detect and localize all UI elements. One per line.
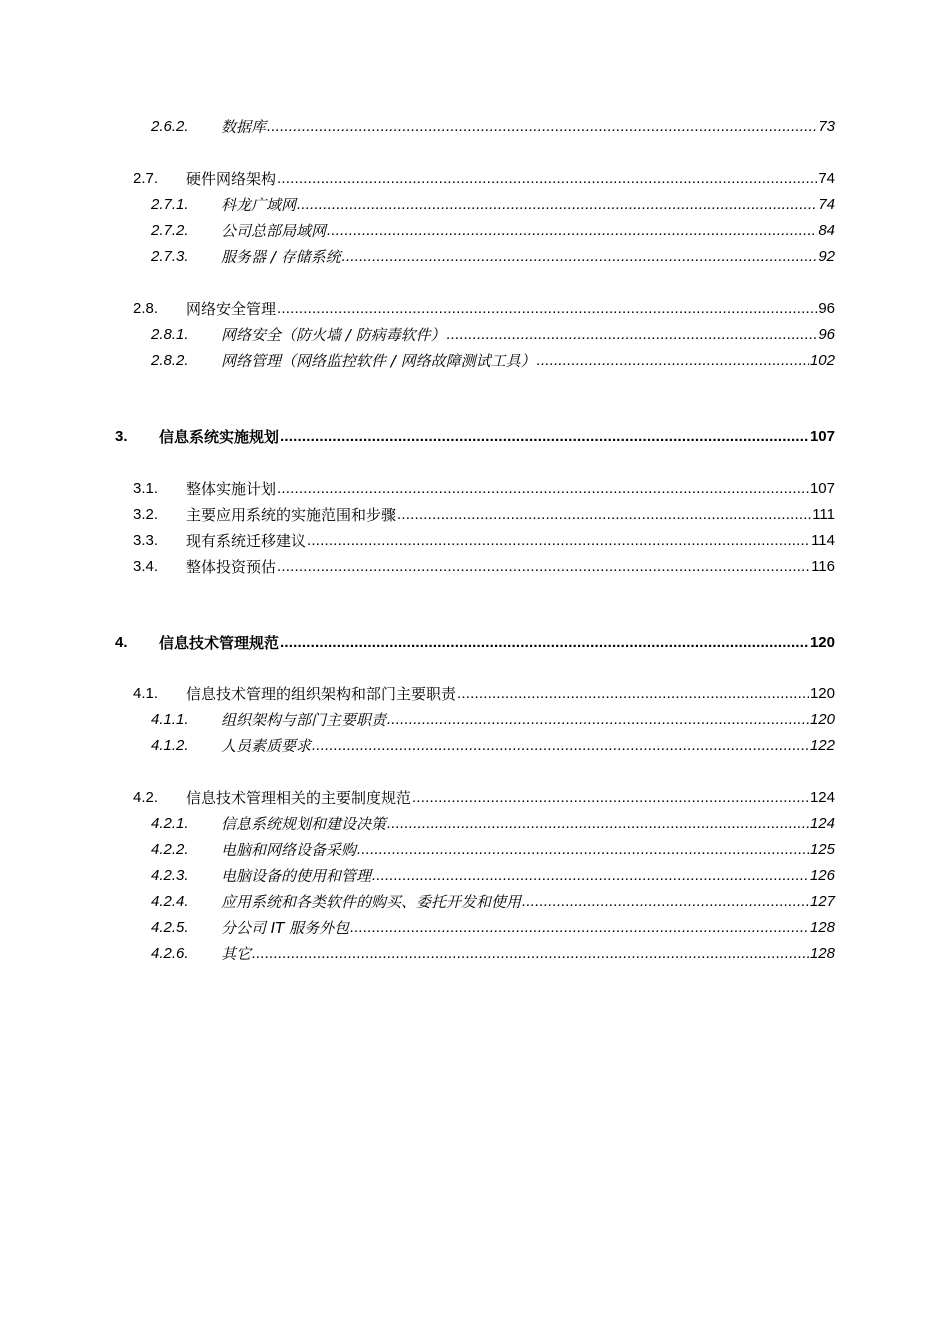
- toc-entry-title: 网络管理（网络监控软件 / 网络故障测试工具）: [221, 352, 536, 370]
- toc-entry-title: 网络安全（防火墙 / 防病毒软件）: [221, 326, 446, 344]
- toc-entry[interactable]: [133, 296, 835, 318]
- toc-leader-dots: [342, 248, 818, 266]
- toc-leader-dots: [312, 737, 809, 755]
- toc-entry-title: 信息技术管理相关的主要制度规范: [186, 789, 412, 807]
- toc-entry-number: 2.7.2.: [151, 222, 189, 239]
- toc-entry-title: 整体投资预估: [186, 558, 277, 576]
- toc-entry-title: 整体实施计划: [186, 480, 277, 498]
- toc-entry-title: 信息技术管理规范: [159, 634, 280, 652]
- toc-entry[interactable]: [151, 941, 835, 963]
- toc-entry-title: 分公司 IT 服务外包: [221, 919, 350, 937]
- toc-entry[interactable]: [133, 528, 835, 550]
- toc-leader-dots: [280, 634, 809, 652]
- toc-entry-title: 电脑设备的使用和管理: [221, 867, 372, 885]
- toc-entry-page: 74: [818, 170, 835, 187]
- toc-entry-number: 4.: [115, 634, 128, 651]
- toc-entry-page: 96: [818, 300, 835, 317]
- toc-leader-dots: [252, 945, 809, 963]
- toc-entry[interactable]: [151, 837, 835, 859]
- toc-entry[interactable]: [133, 554, 835, 576]
- toc-entry-number: 2.8.: [133, 300, 159, 317]
- toc-entry-number: 4.2.5.: [151, 919, 189, 936]
- toc-entry[interactable]: [151, 218, 835, 240]
- toc-leader-dots: [327, 222, 817, 240]
- toc-entry-number: 2.7.: [133, 170, 159, 187]
- toc-leader-dots: [537, 352, 809, 370]
- toc-entry-number: 2.8.1.: [151, 326, 189, 343]
- toc-entry-number: 3.3.: [133, 532, 159, 549]
- toc-leader-dots: [387, 815, 809, 833]
- toc-entry[interactable]: [151, 348, 835, 370]
- toc-entry-number: 3.1.: [133, 480, 159, 497]
- toc-entry[interactable]: [151, 811, 835, 833]
- toc-entry[interactable]: [151, 114, 835, 136]
- toc-leader-dots: [280, 428, 809, 446]
- toc-entry-number: 4.2.: [133, 789, 159, 806]
- toc-leader-dots: [297, 196, 817, 214]
- toc-leader-dots: [350, 919, 809, 937]
- toc-leader-dots: [277, 170, 817, 188]
- toc-entry-page: 84: [818, 222, 835, 239]
- toc-leader-dots: [397, 506, 811, 524]
- toc-entry-title: 组织架构与部门主要职责: [221, 711, 387, 729]
- toc-entry-page: 124: [809, 815, 835, 832]
- toc-entry-page: 111: [812, 506, 835, 523]
- toc-leader-dots: [277, 480, 809, 498]
- toc-entry-number: 4.1.: [133, 685, 159, 702]
- toc-entry-number: 2.7.3.: [151, 248, 189, 265]
- toc-entry-number: 4.1.2.: [151, 737, 189, 754]
- toc-entry[interactable]: [115, 424, 835, 446]
- toc-entry-title: 科龙广域网: [221, 196, 297, 214]
- toc-leader-dots: [457, 685, 809, 703]
- toc-entry-page: 124: [809, 789, 835, 806]
- toc-entry-title: 信息技术管理的组织架构和部门主要职责: [186, 685, 457, 703]
- toc-leader-dots: [277, 558, 810, 576]
- toc-leader-dots: [522, 893, 809, 911]
- toc-entry-title: 人员素质要求: [221, 737, 312, 755]
- toc-entry[interactable]: [151, 707, 835, 729]
- toc-entry[interactable]: [151, 889, 835, 911]
- toc-entry[interactable]: [133, 785, 835, 807]
- toc-leader-dots: [412, 789, 809, 807]
- toc-entry[interactable]: [115, 630, 835, 652]
- toc-entry-page: 128: [809, 945, 835, 962]
- toc-entry-title: 应用系统和各类软件的购买、委托开发和使用: [221, 893, 522, 911]
- toc-entry-page: 128: [809, 919, 835, 936]
- toc-entry-number: 2.8.2.: [151, 352, 189, 369]
- toc-entry-title: 现有系统迁移建议: [186, 532, 307, 550]
- toc-leader-dots: [447, 326, 818, 344]
- toc-entry-title: 网络安全管理: [186, 300, 277, 318]
- toc-entry-number: 3.2.: [133, 506, 159, 523]
- toc-entry-page: 126: [809, 867, 835, 884]
- toc-entry-number: 4.2.1.: [151, 815, 189, 832]
- toc-entry-page: 73: [818, 118, 835, 135]
- toc-leader-dots: [387, 711, 809, 729]
- toc-entry-title: 信息系统规划和建设决策: [221, 815, 387, 833]
- toc-entry-page: 120: [809, 711, 835, 728]
- toc-entry-number: 3.: [115, 428, 128, 445]
- toc-entry[interactable]: [151, 915, 835, 937]
- toc-entry-title: 主要应用系统的实施范围和步骤: [186, 506, 397, 524]
- toc-entry-number: 4.2.6.: [151, 945, 189, 962]
- toc-entry[interactable]: [151, 322, 835, 344]
- toc-entry-title: 硬件网络架构: [186, 170, 277, 188]
- toc-entry-title: 服务器 / 存储系统: [221, 248, 341, 266]
- toc-entry-title: 其它: [221, 945, 252, 963]
- toc-entry-page: 114: [811, 532, 835, 549]
- toc-entry[interactable]: [133, 681, 835, 703]
- toc-entry[interactable]: [133, 502, 835, 524]
- toc-entry-number: 3.4.: [133, 558, 159, 575]
- toc-leader-dots: [277, 300, 817, 318]
- toc-entry-page: 107: [809, 480, 835, 497]
- toc-entry[interactable]: [151, 192, 835, 214]
- toc-entry-page: 102: [809, 352, 835, 369]
- toc-entry-number: 2.6.2.: [151, 118, 189, 135]
- toc-leader-dots: [357, 841, 809, 859]
- toc-leader-dots: [372, 867, 809, 885]
- toc-entry-number: 4.2.3.: [151, 867, 189, 884]
- toc-entry-page: 120: [809, 634, 835, 651]
- toc-entry-number: 4.1.1.: [151, 711, 189, 728]
- toc-entry[interactable]: [151, 733, 835, 755]
- toc-entry-page: 125: [809, 841, 835, 858]
- toc-entry-page: 74: [818, 196, 835, 213]
- toc-entry[interactable]: [133, 166, 835, 188]
- toc-entry-page: 127: [809, 893, 835, 910]
- toc-entry-number: 4.2.4.: [151, 893, 189, 910]
- toc-entry[interactable]: [151, 244, 835, 266]
- toc-leader-dots: [307, 532, 810, 550]
- toc-entry-number: 2.7.1.: [151, 196, 189, 213]
- toc-entry-page: 96: [818, 326, 835, 343]
- toc-leader-dots: [267, 118, 817, 136]
- toc-entry-title: 数据库: [221, 118, 267, 136]
- toc-entry[interactable]: [151, 863, 835, 885]
- toc-entry-title: 公司总部局域网: [221, 222, 327, 240]
- toc-entry-page: 107: [809, 428, 835, 445]
- toc-entry-title: 信息系统实施规划: [159, 428, 280, 446]
- toc-entry-title: 电脑和网络设备采购: [221, 841, 357, 859]
- toc-entry-page: 92: [818, 248, 835, 265]
- toc-entry-page: 120: [809, 685, 835, 702]
- toc-entry-page: 116: [811, 558, 835, 575]
- toc-entry-page: 122: [809, 737, 835, 754]
- toc-entry[interactable]: [133, 476, 835, 498]
- toc-entry-number: 4.2.2.: [151, 841, 189, 858]
